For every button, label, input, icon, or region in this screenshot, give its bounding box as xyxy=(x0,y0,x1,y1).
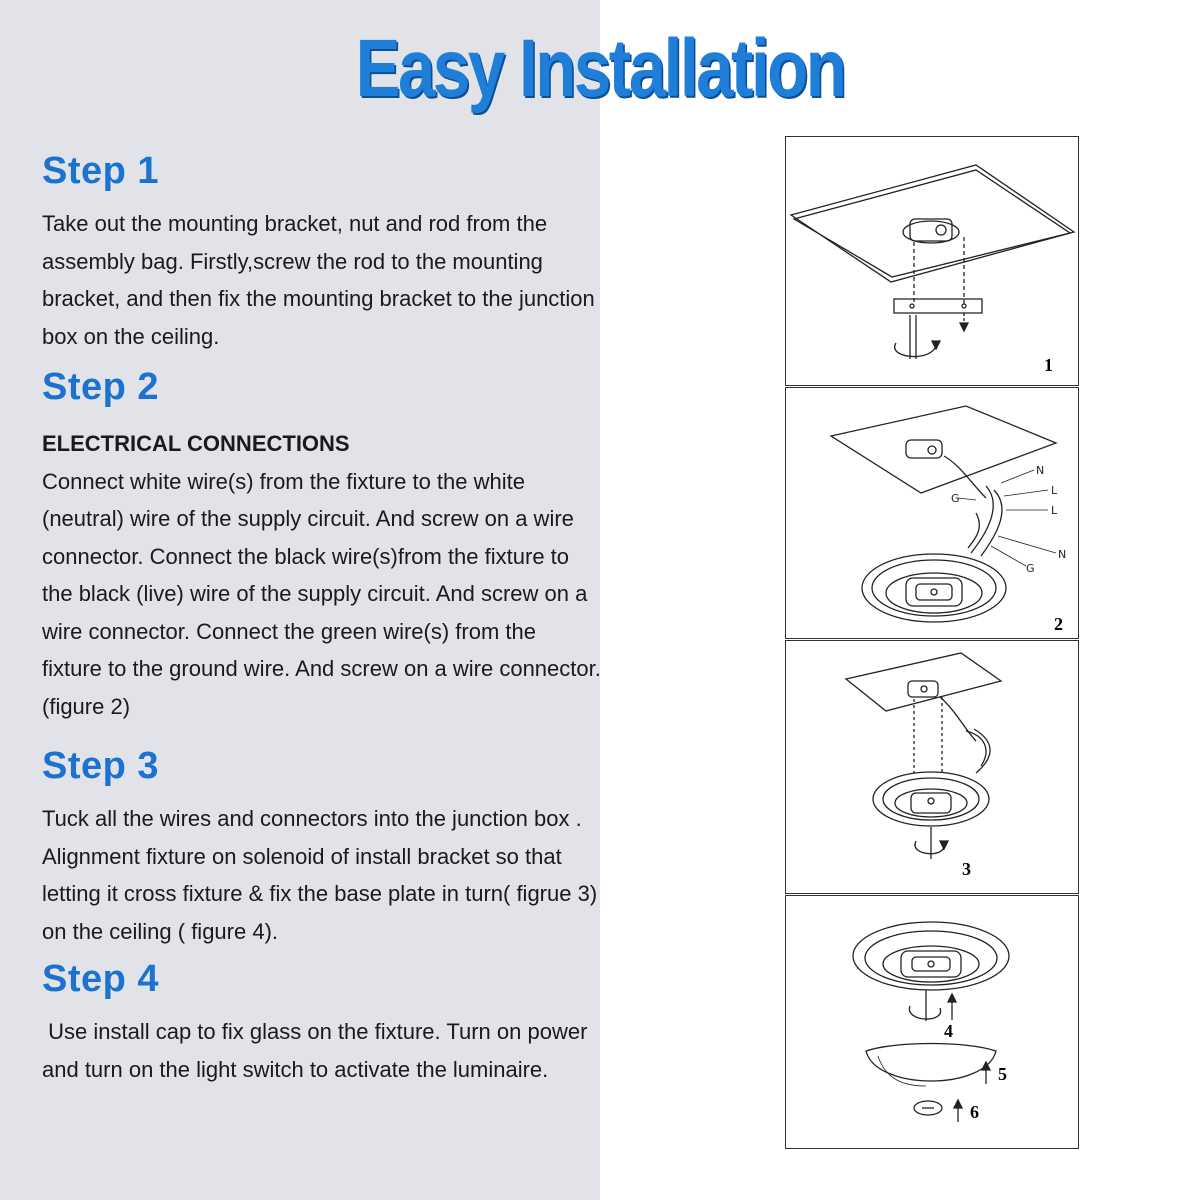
figure-3-drawing xyxy=(786,641,1078,893)
figure-1 xyxy=(785,136,1079,386)
step-2-body: Connect white wire(s) from the fixture to the white (neutral) wire of the supply circuit. And screw on a wire connector. Connect the black wire(s)from the fixture to the black (live) wire of the supply circuit. And screw on a wire connector. Connect the green wire(s) from the fixture to the ground wire. And screw on a wire connector.(figure 2) xyxy=(42,468,601,719)
step-1-heading: Step 1 xyxy=(42,150,160,192)
step-2-content xyxy=(42,425,602,725)
wire-label-l-bottom: L xyxy=(1051,504,1058,517)
wire-label-g-left: G xyxy=(951,492,960,505)
wire-label-n-top: N xyxy=(1036,464,1045,477)
figure-2-number: 2 xyxy=(1054,614,1063,634)
figure-4-callout-4: 4 xyxy=(944,1021,953,1041)
figure-1-drawing xyxy=(786,137,1078,385)
figure-4 xyxy=(785,895,1079,1149)
figure-4-callout-5: 5 xyxy=(998,1064,1007,1084)
step-2-heading: Step 2 xyxy=(42,366,160,408)
figure-4-callout-6: 6 xyxy=(970,1102,979,1122)
page-title: Easy Installation xyxy=(355,23,845,114)
wire-label-g-bottom: G xyxy=(1026,562,1035,575)
wire-label-l-top: L xyxy=(1051,484,1058,497)
step-4-heading: Step 4 xyxy=(42,958,160,1000)
step-2-subheading: ELECTRICAL CONNECTIONS xyxy=(42,431,350,456)
wire-label-n-bottom: N xyxy=(1058,548,1067,561)
figure-1-number: 1 xyxy=(1044,355,1053,375)
step-3-heading: Step 3 xyxy=(42,745,160,787)
figure-3 xyxy=(785,640,1079,894)
figure-4-drawing xyxy=(786,896,1078,1148)
step-3-body: Tuck all the wires and connectors into the junction box . Alignment fixture on solenoid of install bracket so that letting it cross fixture & fix the base plate in turn( figrue 3) on the ceiling ( figure 4). xyxy=(42,806,598,944)
figure-2 xyxy=(785,387,1079,639)
step-1-body: Take out the mounting bracket, nut and rod from the assembly bag. Firstly,screw the rod to the mounting bracket, and then fix the mounting bracket to the junction box on the ceiling. xyxy=(42,211,595,349)
step-4-body: Use install cap to fix glass on the fixture. Turn on power and turn on the light switch to activate the luminaire. xyxy=(42,1019,594,1082)
figure-3-number: 3 xyxy=(962,859,971,879)
figure-2-drawing xyxy=(786,388,1078,638)
